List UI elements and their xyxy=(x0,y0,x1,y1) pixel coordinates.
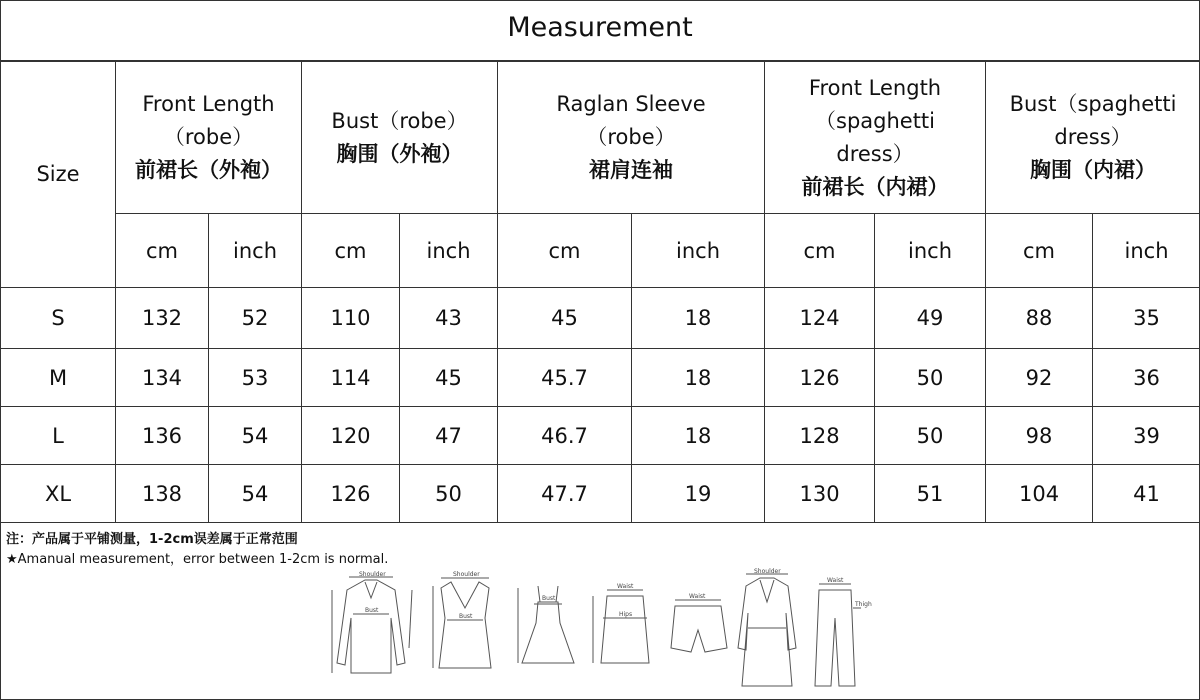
size-cell: M xyxy=(1,349,116,407)
value-cell: 18 xyxy=(632,349,765,407)
value-cell: 19 xyxy=(632,465,765,523)
header-label: Front Length xyxy=(808,75,942,100)
unit-cell: inch xyxy=(400,214,498,288)
header-bust-dress xyxy=(986,62,1200,214)
header-label: （spaghetti xyxy=(815,108,936,133)
header-raglan-sleeve-robe xyxy=(498,62,765,214)
value-cell: 45 xyxy=(498,288,632,349)
value-cell: 130 xyxy=(765,465,875,523)
value-cell: 50 xyxy=(875,407,986,465)
value-cell: 45 xyxy=(400,349,498,407)
size-rows xyxy=(1,288,1200,523)
hips-label: Hips xyxy=(619,611,633,618)
header-label-cn: 裙肩连袖 xyxy=(589,158,674,182)
bust-label: Bust xyxy=(542,595,556,602)
value-cell: 46.7 xyxy=(498,407,632,465)
value-cell: 126 xyxy=(302,465,400,523)
shoulder-label: Shoulder xyxy=(359,571,386,578)
table-row xyxy=(1,407,1200,465)
value-cell: 47.7 xyxy=(498,465,632,523)
value-cell: 41 xyxy=(1093,465,1200,523)
table-row xyxy=(1,349,1200,407)
header-label-cn: 前裙长（内裙） xyxy=(801,174,949,199)
unit-cell: cm xyxy=(302,214,400,288)
bust-label: Bust xyxy=(365,607,379,614)
slip-dress-sketch xyxy=(518,586,574,663)
value-cell: 43 xyxy=(400,288,498,349)
header-label: dress） xyxy=(836,141,914,166)
value-cell: 53 xyxy=(209,349,302,407)
trousers-sketch xyxy=(815,577,872,686)
unit-row xyxy=(1,214,1200,288)
header-row xyxy=(1,62,1200,214)
value-cell: 39 xyxy=(1093,407,1200,465)
value-cell: 54 xyxy=(209,465,302,523)
note-en: ★Amanual measurement，error between 1-2cm is normal. xyxy=(6,552,389,567)
value-cell: 36 xyxy=(1093,349,1200,407)
blouse-sketch xyxy=(332,571,412,673)
header-label: dress） xyxy=(1054,125,1132,149)
header-label-cn: 胸围（内裙） xyxy=(1030,158,1157,182)
header-label: （robe） xyxy=(163,125,254,149)
value-cell: 104 xyxy=(986,465,1093,523)
value-cell: 138 xyxy=(116,465,209,523)
waist-label: Waist xyxy=(689,593,706,600)
value-cell: 120 xyxy=(302,407,400,465)
coat-sketch xyxy=(738,568,796,686)
value-cell: 45.7 xyxy=(498,349,632,407)
value-cell: 128 xyxy=(765,407,875,465)
value-cell: 92 xyxy=(986,349,1093,407)
garment-illustrations xyxy=(325,568,880,693)
value-cell: 126 xyxy=(765,349,875,407)
bust-label: Bust xyxy=(459,613,473,620)
notes xyxy=(6,530,388,570)
size-cell: S xyxy=(1,288,116,349)
table-row xyxy=(1,465,1200,523)
value-cell: 136 xyxy=(116,407,209,465)
value-cell: 114 xyxy=(302,349,400,407)
value-cell: 134 xyxy=(116,349,209,407)
unit-cell: cm xyxy=(986,214,1093,288)
value-cell: 132 xyxy=(116,288,209,349)
tank-top-sketch xyxy=(433,571,491,668)
header-front-length-dress xyxy=(765,62,986,214)
value-cell: 52 xyxy=(209,288,302,349)
value-cell: 47 xyxy=(400,407,498,465)
unit-cell: cm xyxy=(765,214,875,288)
size-cell: XL xyxy=(1,465,116,523)
header-bust-robe xyxy=(302,62,498,214)
shoulder-label: Shoulder xyxy=(754,568,781,575)
value-cell: 49 xyxy=(875,288,986,349)
shorts-sketch xyxy=(671,593,727,652)
header-label-cn: 前裙长（外袍） xyxy=(135,158,282,182)
unit-cell: cm xyxy=(116,214,209,288)
skirt-sketch xyxy=(593,583,649,663)
unit-cell: inch xyxy=(209,214,302,288)
value-cell: 50 xyxy=(875,349,986,407)
measurement-table xyxy=(0,61,1200,523)
unit-cell: inch xyxy=(1093,214,1200,288)
unit-cell: cm xyxy=(498,214,632,288)
header-front-length-robe xyxy=(116,62,302,214)
header-label: （robe） xyxy=(586,125,676,149)
waist-label: Waist xyxy=(827,577,844,584)
value-cell: 98 xyxy=(986,407,1093,465)
header-label-cn: 胸围（外袍） xyxy=(336,141,463,166)
value-cell: 51 xyxy=(875,465,986,523)
table-row xyxy=(1,288,1200,349)
header-label: Raglan Sleeve xyxy=(556,92,706,116)
value-cell: 18 xyxy=(632,288,765,349)
header-label: Front Length xyxy=(142,92,275,116)
size-cell: L xyxy=(1,407,116,465)
header-label: Bust（spaghetti xyxy=(1009,92,1177,116)
shoulder-label: Shoulder xyxy=(453,571,480,578)
header-label: Bust（robe） xyxy=(331,108,468,133)
value-cell: 50 xyxy=(400,465,498,523)
value-cell: 110 xyxy=(302,288,400,349)
note-cn: 注：产品属于平铺测量，1-2cm误差属于正常范围 xyxy=(6,532,298,547)
thigh-label: Thigh xyxy=(855,601,872,608)
page-title: Measurement xyxy=(0,0,1200,61)
unit-cell: inch xyxy=(875,214,986,288)
value-cell: 54 xyxy=(209,407,302,465)
value-cell: 18 xyxy=(632,407,765,465)
unit-cell: inch xyxy=(632,214,765,288)
value-cell: 88 xyxy=(986,288,1093,349)
value-cell: 35 xyxy=(1093,288,1200,349)
waist-label: Waist xyxy=(617,583,634,590)
size-header: Size xyxy=(1,62,116,288)
value-cell: 124 xyxy=(765,288,875,349)
